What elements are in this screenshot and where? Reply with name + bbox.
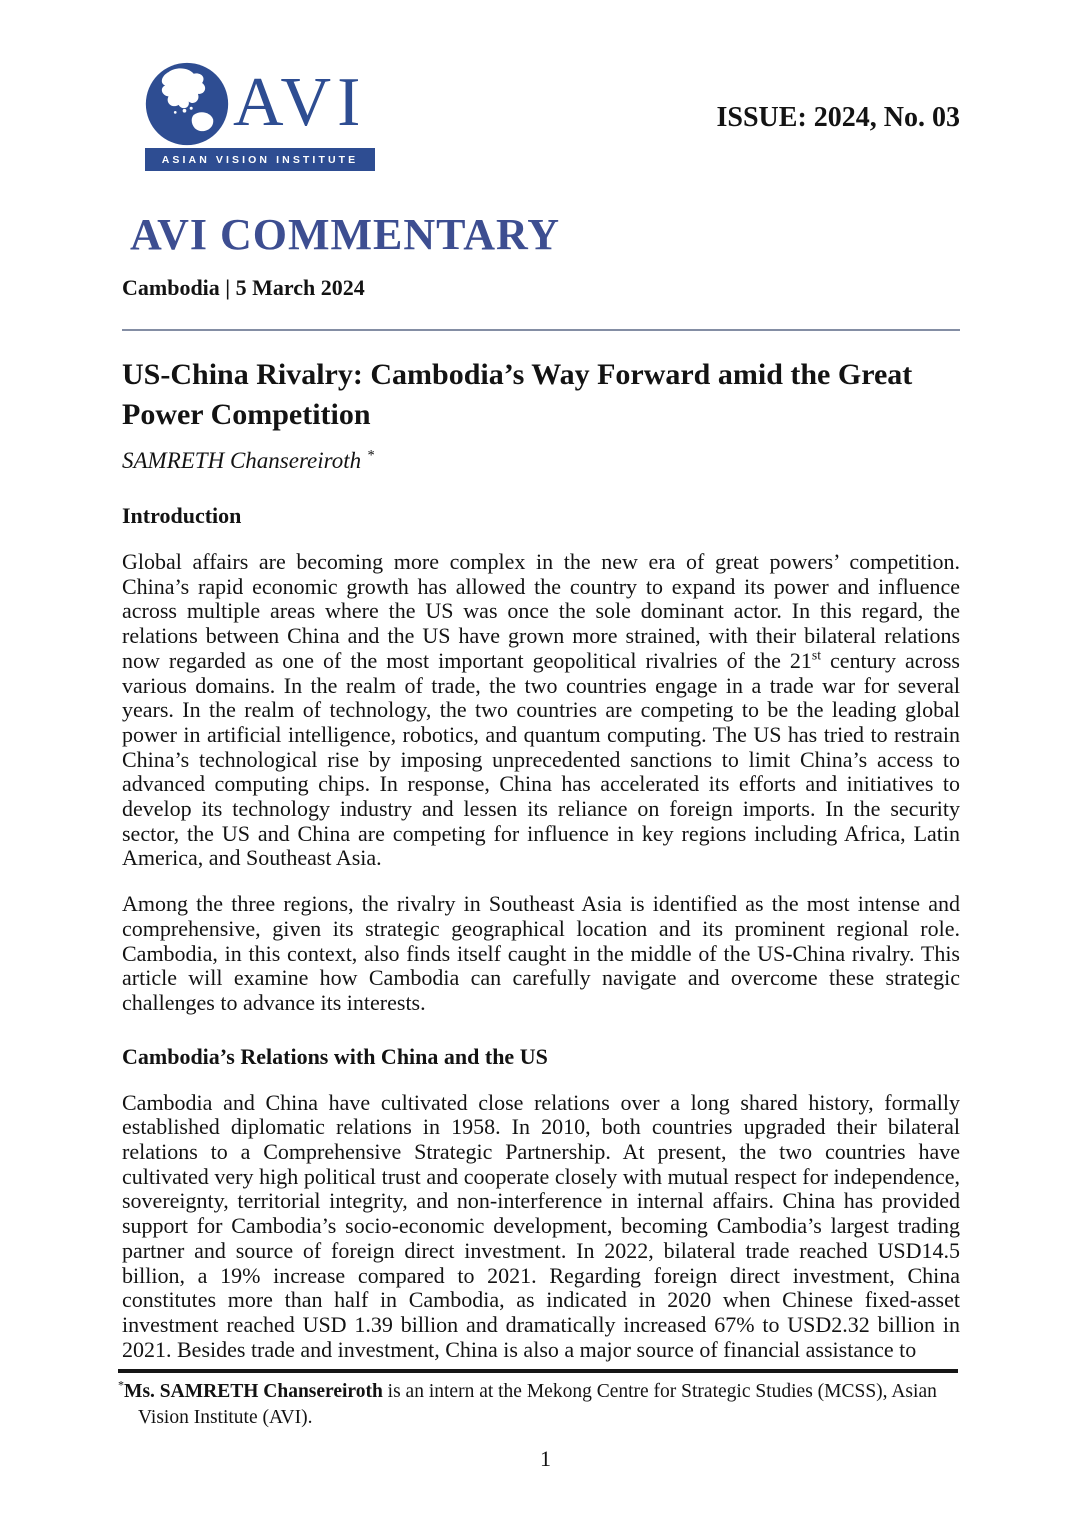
paragraph-1-text-cont: century across various domains. In the realm of trade, the two countries engage in a trade war for several years. In the realm of technology, the two countries are competing to be the leading global power in artificial intelligence, robotics, and quantum computing. The US has tried to restrain China’s technological rise by imposing unprecedented sanctions to limit China’s access to advanced computing chips. In response, China has accelerated its efforts and initiatives to develop its technology industry and lessen its reliance on foreign imports. In the security sector, the US and China are competing for influence in key regions including Africa, Latin America, and Southeast Asia. xyxy=(122,647,960,871)
avi-logo-row xyxy=(145,62,375,146)
paragraph-2-text: Among the three regions, the rivalry in Southeast Asia is identified as the most intense and comprehensive, given its strategic geographical location and its prominent regional role. Cambodia, in this context, also finds itself caught in the middle of the US-China rivalry. This article will examine how Cambodia can carefully navigate and overcome these strategic challenges to advance its interests. xyxy=(122,891,960,1015)
article-title: US-China Rivalry: Cambodia’s Way Forward amid the Great Power Competition xyxy=(122,358,913,431)
footnote-text xyxy=(118,1379,958,1431)
paragraph-2 xyxy=(122,892,960,1016)
footnote-author-name: Ms. SAMRETH Chansereiroth xyxy=(124,1381,383,1402)
page-number: 1 xyxy=(540,1446,551,1471)
paragraph-3-text: Cambodia and China have cultivated close relations over a long shared history, formally established diplomatic relations in 1958. In 2010, both countries upgraded their bilateral relations to a Comprehensive Strategic Partnership. At present, the two countries have cultivated very high political trust and cooperate closely with mutual respect for independence, sovereignty, territorial integrity, and non-interference in internal affairs. China has provided support for Cambodia’s socio-economic development, becoming Cambodia’s largest trading partner and source of foreign direct investment. In 2022, bilateral trade reached USD14.5 billion, a 19% increase compared to 2021. Regarding foreign direct investment, China constitutes more than half in Cambodia, as indicated in 2020 when Chinese fixed-asset investment reached USD 1.39 billion and dramatically increased 67% to USD2.32 billion in 2021. Besides trade and investment, China is also a major source of financial assistance to xyxy=(122,1089,960,1362)
section-heading-relations: Cambodia’s Relations with China and the US xyxy=(122,1043,548,1069)
avi-globe-icon xyxy=(145,62,229,146)
article-content xyxy=(122,210,960,1362)
issue-label: ISSUE: 2024, No. 03 xyxy=(716,102,960,133)
publication-title: AVI COMMENTARY xyxy=(130,210,561,259)
author-name: SAMRETH Chansereiroth xyxy=(122,448,362,473)
avi-logo xyxy=(145,62,375,171)
footnote-description: is an intern at the Mekong Centre for Strategic Studies (MCSS), Asian Vision Institute (AVI). xyxy=(138,1381,937,1428)
document-masthead xyxy=(0,62,1091,170)
avi-logo-banner: ASIAN VISION INSTITUTE xyxy=(145,148,375,171)
section-heading-introduction: Introduction xyxy=(122,503,242,528)
author-line xyxy=(122,447,960,475)
avi-logo-acronym: AVI xyxy=(233,64,367,141)
paragraph-3 xyxy=(122,1091,960,1363)
dateline: Cambodia | 5 March 2024 xyxy=(122,275,365,300)
header-divider xyxy=(122,329,960,331)
footnote-marker: * xyxy=(118,1378,125,1393)
paragraph-1-text: Global affairs are becoming more complex in the new era of great powers’ competition. China’s rapid economic growth has allowed the country to expand its power and influence across multiple areas where the US was once the sole dominant actor. In this regard, the relations between China and the US have grown more strained, with their bilateral relations now regarded as one of the most important geopolitical rivalries of the 21 xyxy=(122,549,960,673)
ordinal-superscript: st xyxy=(811,647,821,663)
footnote-block xyxy=(118,1369,958,1431)
footnote-separator xyxy=(118,1369,958,1373)
author-footnote-marker: * xyxy=(366,447,375,464)
paragraph-1 xyxy=(122,550,960,871)
